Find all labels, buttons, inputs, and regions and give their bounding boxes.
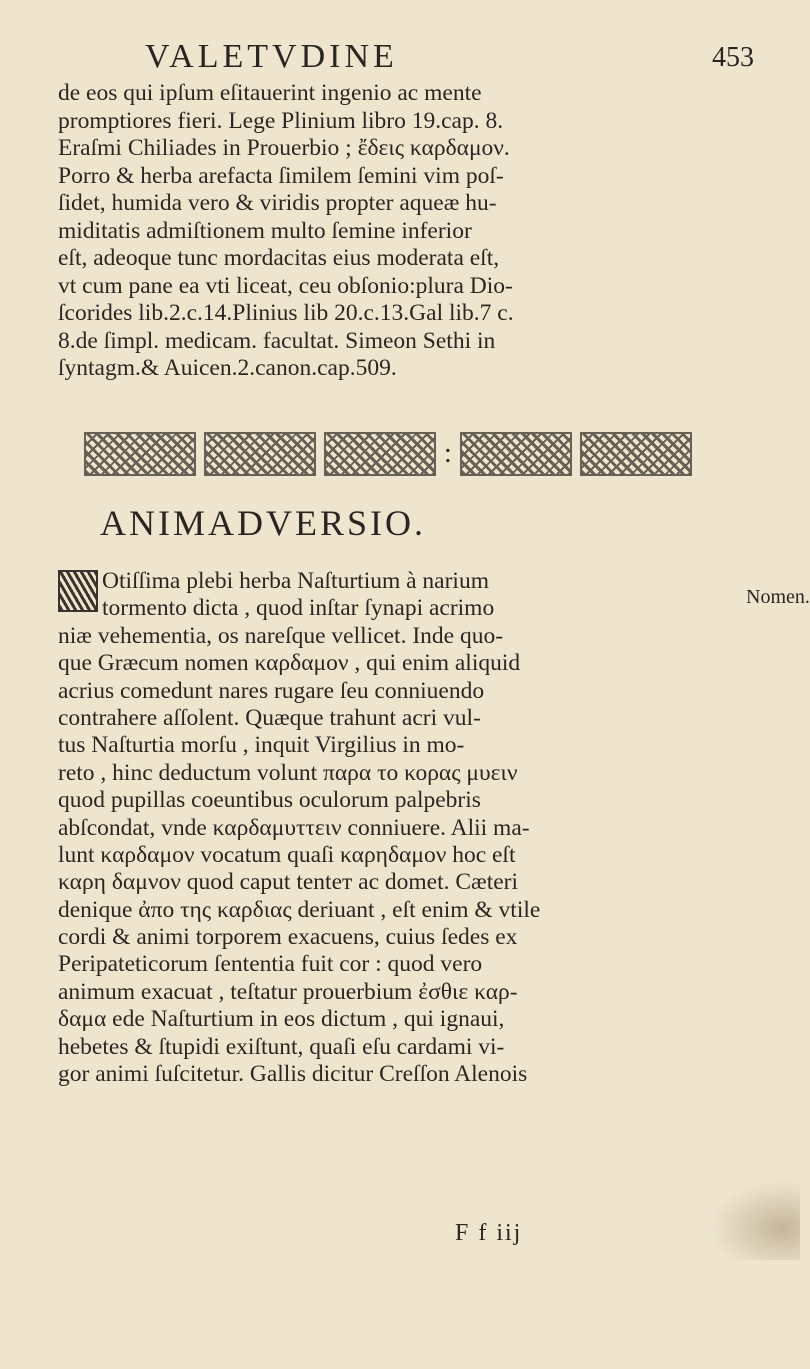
text-line: Peripateticorum ſententia fuit cor : quod vero bbox=[58, 951, 483, 978]
text-line: vt cum pane ea vti liceat, ceu obſonio:plura Dio- bbox=[58, 272, 513, 299]
text-line: niæ vehementia, os nareſque vellicet. Inde quo- bbox=[58, 622, 504, 649]
ornament-tile bbox=[324, 432, 436, 476]
page-number: 453 bbox=[712, 42, 754, 73]
ornament-tile bbox=[204, 432, 316, 476]
top-paragraph bbox=[58, 80, 778, 383]
text-line: 8.de ſimpl. medicam. facultat. Simeon Sethi in bbox=[58, 327, 496, 354]
signature-mark: F f iij bbox=[455, 1220, 523, 1246]
text-line: Eraſmi Chiliades in Prouerbio ; ἔδεις καρδαμον. bbox=[58, 135, 510, 161]
ornament-tile bbox=[84, 432, 196, 476]
text-line: tormento dicta , quod inſtar ſynapi acrimo bbox=[102, 595, 495, 622]
ornament-tile bbox=[580, 432, 692, 476]
text-line: cordi & animi torporem exacuens, cuius ſedes ex bbox=[58, 924, 518, 951]
text-line: animum exacuat , teſtatur prouerbium ἐσθιε καρ- bbox=[58, 978, 518, 1005]
text-line: reto , hinc deductum volunt παρα το κορας μυειν bbox=[58, 759, 518, 786]
text-line: que Græcum nomen καρδαμον , qui enim aliquid bbox=[58, 650, 521, 677]
text-line: promptiores fieri. Lege Plinium libro 19.cap. 8. bbox=[58, 107, 504, 134]
text-line: miditatis admiſtionem multo ſemine inferior bbox=[58, 217, 472, 244]
running-title: VALETVDINE bbox=[145, 38, 398, 75]
text-line: Porro & herba arefacta ſimilem ſemini vim poſ- bbox=[58, 162, 504, 189]
text-line: abſcondat, vnde καρδαμυττειν conniuere. Alii ma- bbox=[58, 814, 530, 841]
text-line: quod pupillas coeuntibus oculorum palpebris bbox=[58, 787, 481, 814]
ornament-colon: : bbox=[444, 438, 452, 469]
body-paragraph bbox=[58, 568, 778, 1088]
text-line: ſcorides lib.2.c.14.Plinius lib 20.c.13.Gal lib.7 c. bbox=[58, 300, 514, 326]
text-line: de eos qui ipſum eſitauerint ingenio ac mente bbox=[58, 80, 482, 106]
text-line: contrahere aſſolent. Quæque trahunt acri vul- bbox=[58, 704, 481, 731]
text-line: tus Naſturtia morſu , inquit Virgilius in mo- bbox=[58, 732, 465, 759]
text-line: ſidet, humida vero & viridis propter aqueæ hu- bbox=[58, 190, 497, 216]
text-line: denique ἀπο της καρδιας deriuant , eſt enim & vtile bbox=[58, 896, 541, 923]
text-line: hebetes & ſtupidi exiſtunt, quaſi eſu cardami vi- bbox=[58, 1033, 505, 1060]
margin-note: Nomen. bbox=[746, 586, 810, 608]
ornament-tile bbox=[460, 432, 572, 476]
section-heading: ANIMADVERSIO. bbox=[100, 503, 426, 543]
text-line: ſyntagm.& Auicen.2.canon.cap.509. bbox=[58, 355, 397, 381]
text-line: καρη δαμνον quod caput tenteт ac domet. Cæteri bbox=[58, 869, 519, 896]
paper-stain bbox=[710, 1180, 800, 1260]
text-line: Otiſſima plebi herba Naſturtium à narium bbox=[102, 568, 489, 594]
text-line: lunt καρδαμον vocatum quaſi καρηδαμον hoc eſt bbox=[58, 841, 516, 868]
text-line: eſt, adeoque tunc mordacitas eius moderata eſt, bbox=[58, 245, 500, 271]
decorative-ornament-band bbox=[84, 430, 714, 478]
text-line: acrius comedunt nares rugare ſeu conniuendo bbox=[58, 677, 485, 704]
text-line: gor animi ſuſcitetur. Gallis dicitur Creſſon Alenois bbox=[58, 1061, 528, 1088]
text-line: δαμα ede Naſturtium in eos dictum , qui ignaui, bbox=[58, 1006, 505, 1033]
